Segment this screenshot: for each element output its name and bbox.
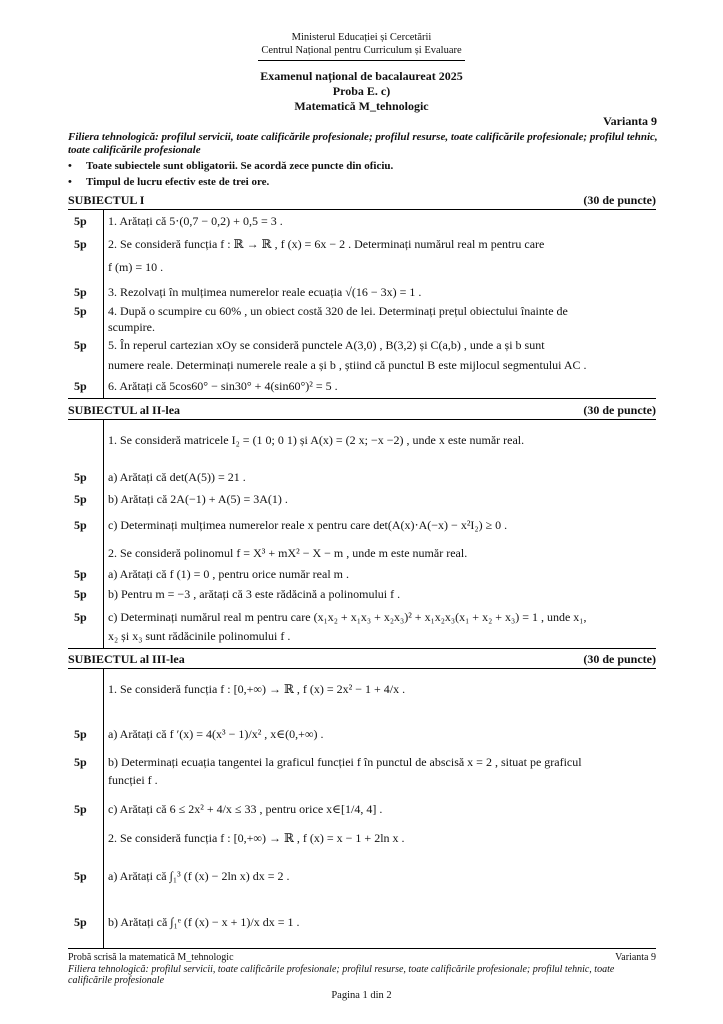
question-text: numere reale. Determinați numerele reale a și b , știind că punctul B este mijlocul segmentului AC .	[108, 358, 587, 372]
question-text: a) Arătați că f (1) = 0 , pentru orice număr real m .	[108, 567, 349, 581]
points-label: 5p	[74, 214, 87, 228]
section-3-top-rule	[68, 668, 656, 669]
points-label: 5p	[74, 285, 87, 299]
question-text: 1. Se consideră matricele I₂ = (1 0; 0 1) și A(x) = (2 x; −x −2) , unde x este număr real.	[108, 433, 525, 447]
points-label: 5p	[74, 802, 87, 816]
question-text: 6. Arătați că 5cos60° − sin30° + 4(sin60°)² = 5 .	[108, 379, 338, 393]
points-label: 5p	[74, 338, 87, 352]
question-text: b) Arătați că 2A(−1) + A(5) = 3A(1) .	[108, 492, 288, 506]
points-label: 5p	[74, 492, 87, 506]
question-text: x₂ și x₃ sunt rădăcinile polinomului f .	[108, 629, 291, 643]
center-name: Centrul Național pentru Curriculum și Evaluare	[261, 45, 462, 56]
page-number: Pagina 1 din 2	[331, 990, 392, 1001]
section-2-column-rule	[103, 419, 104, 648]
points-label: 5p	[74, 869, 87, 883]
question-text: 5. În reperul cartezian xOy se consideră punctele A(3,0) , B(3,2) și C(a,b) , unde a și b sunt	[108, 338, 545, 352]
section-2-points: (30 de puncte)	[583, 403, 656, 417]
question-text: b) Pentru m = −3 , arătați că 3 este rădăcină a polinomului f .	[108, 587, 401, 601]
question-text: b) Arătați că ∫₁ᵉ (f (x) − x + 1)/x dx = 1 .	[108, 915, 300, 929]
section-1-bottom-rule	[68, 398, 656, 399]
question-text: f (m) = 10 .	[108, 260, 164, 274]
subject-title: Matematică M_tehnologic	[294, 99, 429, 113]
filiera-text: Filiera tehnologică: profilul servicii, toate calificările profesionale; profilul resurse, toate calificările profesionale; profilul tehnic, toate calificările profesionale	[68, 131, 658, 156]
points-label: 5p	[74, 755, 87, 769]
section-1-title: SUBIECTUL I	[68, 193, 145, 207]
footer-line	[68, 952, 656, 963]
instruction-2: • Timpul de lucru efectiv este de trei ore.	[68, 176, 270, 188]
points-label: 5p	[74, 610, 87, 624]
section-3-column-rule	[103, 668, 104, 948]
footer-right: Varianta 9	[615, 952, 656, 963]
points-label: 5p	[74, 727, 87, 741]
proba-title: Proba E. c)	[332, 84, 391, 98]
points-label: 5p	[74, 518, 87, 532]
varianta-label: Varianta 9	[603, 114, 657, 128]
section-1-top-rule	[68, 209, 656, 210]
question-text: 1. Se consideră funcția f : [0,+∞) → ℝ , f (x) = 2x² − 1 + 4/x .	[108, 682, 406, 696]
points-label: 5p	[74, 379, 87, 393]
question-text: a) Arătați că ∫₁³ (f (x) − 2ln x) dx = 2 .	[108, 869, 290, 883]
section-1-column-rule	[103, 209, 104, 398]
question-text: c) Determinați mulțimea numerelor reale x pentru care det(A(x)⋅A(−x) − x²I₂) ≥ 0 .	[108, 518, 508, 532]
question-text: a) Arătați că det(A(5)) = 21 .	[108, 470, 246, 484]
section-3-title: SUBIECTUL al III-lea	[68, 652, 185, 666]
question-text: 2. Se consideră funcția f : [0,+∞) → ℝ , f (x) = x − 1 + 2ln x .	[108, 831, 405, 845]
section-2-top-rule	[68, 419, 656, 420]
footer-rule	[68, 948, 656, 949]
question-text: c) Arătați că 6 ≤ 2x² + 4/x ≤ 33 , pentru orice x∈[1/4, 4] .	[108, 802, 383, 816]
question-text: c) Determinați numărul real m pentru care (x₁x₂ + x₁x₃ + x₂x₃)² + x₁x₂x₃(x₁ + x₂ + x₃) = 1 , unde x₁,	[108, 610, 587, 624]
points-label: 5p	[74, 237, 87, 251]
points-label: 5p	[74, 304, 87, 318]
question-text: 1. Arătați că 5⋅(0,7 − 0,2) + 0,5 = 3 .	[108, 214, 283, 228]
exam-title: Examenul național de bacalaureat 2025	[260, 69, 463, 83]
points-label: 5p	[74, 587, 87, 601]
section-1-heading	[68, 193, 656, 208]
section-3-points: (30 de puncte)	[583, 652, 656, 666]
question-text: a) Arătați că f ′(x) = 4(x³ − 1)/x² , x∈(0,+∞) .	[108, 727, 324, 741]
points-label: 5p	[74, 470, 87, 484]
question-text: b) Determinați ecuația tangentei la graficul funcției f în punctul de abscisă x = 2 , situat pe graficul	[108, 755, 582, 769]
header-divider	[258, 60, 465, 61]
section-3-heading	[68, 652, 656, 667]
question-text: 3. Rezolvați în mulțimea numerelor reale ecuația √(16 − 3x) = 1 .	[108, 285, 422, 299]
section-1-points: (30 de puncte)	[583, 193, 656, 207]
footer-left: Probă scrisă la matematică M_tehnologic	[68, 952, 234, 963]
question-text: 2. Se consideră polinomul f = X³ + mX² − X − m , unde m este număr real.	[108, 546, 468, 560]
question-text: scumpire.	[108, 320, 155, 334]
section-2-title: SUBIECTUL al II-lea	[68, 403, 181, 417]
instruction-1: • Toate subiectele sunt obligatorii. Se acordă zece puncte din oficiu.	[68, 160, 394, 172]
question-text: 2. Se consideră funcția f : ℝ → ℝ , f (x) = 6x − 2 . Determinați numărul real m pentru care	[108, 237, 545, 251]
section-2-bottom-rule	[68, 648, 656, 649]
question-text: 4. După o scumpire cu 60% , un obiect costă 320 de lei. Determinați prețul obiectului înainte de	[108, 304, 568, 318]
footer-filiera: Filiera tehnologică: profilul servicii, toate calificările profesionale; profilul resurse, toate calificările profesionale; profilul tehnic, toate calificările profesionale	[68, 964, 615, 986]
points-label: 5p	[74, 567, 87, 581]
section-2-heading	[68, 403, 656, 418]
ministry-name: Ministerul Educației și Cercetării	[291, 32, 432, 43]
question-text: funcției f .	[108, 773, 158, 787]
points-label: 5p	[74, 915, 87, 929]
